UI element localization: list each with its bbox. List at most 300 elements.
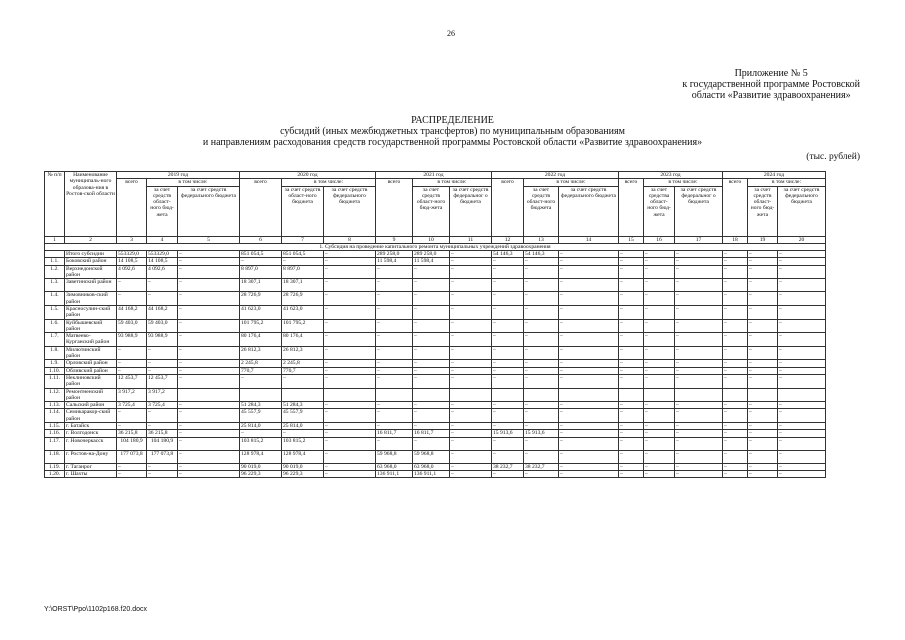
amount-cell: – <box>748 470 778 477</box>
amount-cell: – <box>178 265 240 279</box>
amount-cell: – <box>324 423 376 430</box>
amount-cell: 289 258,0 <box>413 251 450 258</box>
amount-cell: – <box>450 265 492 279</box>
table-row <box>45 319 826 333</box>
amount-cell: – <box>723 374 748 388</box>
row-number: 1.8. <box>45 346 65 360</box>
amount-cell: – <box>492 374 524 388</box>
table-row <box>45 305 826 319</box>
amount-cell: – <box>450 251 492 258</box>
page-number: 26 <box>447 29 455 38</box>
amount-cell: – <box>675 437 723 450</box>
document-subtitle: и направлениям расходования средств государственной программы Ростовской области «Развитие здравоохранения» <box>202 137 703 148</box>
amount-cell: 38 232,7 <box>492 463 524 470</box>
amount-cell <box>413 388 450 402</box>
amount-cell: – <box>675 423 723 430</box>
amount-cell: – <box>413 409 450 423</box>
amount-cell: 136 911,1 <box>413 470 450 477</box>
amount-cell: – <box>376 437 413 450</box>
amount-cell: – <box>748 319 778 333</box>
amount-cell: 18 307,1 <box>282 279 324 292</box>
header-including: в том числе: <box>413 179 492 186</box>
amount-cell: – <box>644 374 675 388</box>
amount-cell: – <box>376 360 413 367</box>
table-row <box>45 258 826 265</box>
amount-cell <box>240 388 282 402</box>
amount-cell: – <box>778 279 826 292</box>
header-total: всего <box>619 179 644 236</box>
amount-cell: – <box>324 346 376 360</box>
amount-cell: – <box>178 423 240 430</box>
column-number: 10 <box>413 236 450 243</box>
row-number: 1.18. <box>45 450 65 463</box>
appendix-line: Приложение № 5 <box>734 68 808 79</box>
row-number: 1.14. <box>45 409 65 423</box>
column-number: 4 <box>147 236 178 243</box>
column-number: 16 <box>644 236 675 243</box>
amount-cell: – <box>524 450 559 463</box>
amount-cell: – <box>675 265 723 279</box>
amount-cell: – <box>178 279 240 292</box>
amount-cell: – <box>450 346 492 360</box>
header-total: всего <box>117 179 147 236</box>
amount-cell: 59 403,0 <box>147 319 178 333</box>
amount-cell: – <box>524 305 559 319</box>
amount-cell: – <box>723 360 748 367</box>
header-including: в том числе: <box>748 179 826 186</box>
amount-cell: – <box>324 402 376 409</box>
amount-cell: – <box>778 463 826 470</box>
amount-cell: – <box>778 292 826 306</box>
document-title: РАСПРЕДЕЛЕНИЕ <box>411 115 494 126</box>
amount-cell: – <box>619 450 644 463</box>
amount-cell: – <box>492 360 524 367</box>
amount-cell: – <box>644 251 675 258</box>
amount-cell: – <box>675 346 723 360</box>
amount-cell: – <box>376 292 413 306</box>
amount-cell: 54 146,3 <box>492 251 524 258</box>
amount-cell: – <box>559 292 619 306</box>
municipality-name: Сальский район <box>65 402 117 409</box>
amount-cell: – <box>178 333 240 347</box>
table-row <box>45 367 826 374</box>
amount-cell: 101 795,2 <box>240 319 282 333</box>
amount-cell: – <box>492 423 524 430</box>
amount-cell: 103 815,2 <box>282 437 324 450</box>
amount-cell: – <box>559 258 619 265</box>
amount-cell: – <box>619 305 644 319</box>
amount-cell: – <box>450 319 492 333</box>
amount-cell: – <box>619 360 644 367</box>
amount-cell: – <box>619 463 644 470</box>
amount-cell: 63 968,0 <box>413 463 450 470</box>
amount-cell: 59 968,8 <box>376 450 413 463</box>
municipality-name: г. Ростов-на-Дону <box>65 450 117 463</box>
amount-cell: – <box>413 292 450 306</box>
amount-cell: – <box>524 374 559 388</box>
amount-cell: – <box>675 292 723 306</box>
table-row <box>45 292 826 306</box>
amount-cell: – <box>619 402 644 409</box>
amount-cell: – <box>675 367 723 374</box>
amount-cell: – <box>559 470 619 477</box>
amount-cell: – <box>376 333 413 347</box>
amount-cell: 44 168,2 <box>147 305 178 319</box>
amount-cell: – <box>778 450 826 463</box>
amount-cell: 93 988,9 <box>117 333 147 347</box>
row-number: 1.6. <box>45 319 65 333</box>
amount-cell: 41 623,0 <box>240 305 282 319</box>
amount-cell: – <box>675 450 723 463</box>
amount-cell: 51 284,3 <box>240 402 282 409</box>
amount-cell: 104 180,9 <box>117 437 147 450</box>
amount-cell: – <box>450 463 492 470</box>
row-number <box>45 251 65 258</box>
header-regional-budget: за счет средства област-ного бюд-жета <box>644 186 675 236</box>
header-col-name: Наименование муниципаль-ного образова-ния в Ростов-ской области <box>65 172 117 237</box>
amount-cell: 54 146,3 <box>524 251 559 258</box>
amount-cell: 12 453,7 <box>147 374 178 388</box>
amount-cell: – <box>748 360 778 367</box>
amount-cell: – <box>524 423 559 430</box>
amount-cell: – <box>723 470 748 477</box>
amount-cell: – <box>644 319 675 333</box>
municipality-name: г. Таганрог <box>65 463 117 470</box>
amount-cell: – <box>147 409 178 423</box>
table-row <box>45 333 826 347</box>
municipality-name: Ремонтненский район <box>65 388 117 402</box>
amount-cell: – <box>644 402 675 409</box>
amount-cell: – <box>778 258 826 265</box>
amount-cell: – <box>748 463 778 470</box>
amount-cell <box>778 388 826 402</box>
header-total: всего <box>240 179 282 236</box>
amount-cell: – <box>450 360 492 367</box>
table-row <box>45 279 826 292</box>
amount-cell: 26 812,3 <box>282 346 324 360</box>
municipality-name: Красносулин-ский район <box>65 305 117 319</box>
amount-cell <box>559 388 619 402</box>
amount-cell: – <box>524 265 559 279</box>
amount-cell: 51 284,3 <box>282 402 324 409</box>
amount-cell: – <box>413 333 450 347</box>
amount-cell <box>723 388 748 402</box>
municipality-name: Семикаракор-ский район <box>65 409 117 423</box>
total-row <box>45 251 826 258</box>
amount-cell: – <box>644 265 675 279</box>
amount-cell: 3 917,2 <box>147 388 178 402</box>
table-row <box>45 470 826 477</box>
amount-cell: – <box>413 374 450 388</box>
amount-cell: – <box>450 305 492 319</box>
amount-cell: – <box>178 409 240 423</box>
amount-cell: 36 215,8 <box>147 430 178 437</box>
amount-cell: – <box>450 333 492 347</box>
amount-cell: – <box>147 463 178 470</box>
amount-cell: – <box>117 423 147 430</box>
column-number: 2 <box>65 236 117 243</box>
amount-cell: – <box>324 367 376 374</box>
amount-cell: – <box>240 258 282 265</box>
amount-cell: – <box>376 305 413 319</box>
section-title: 1. Субсидия на проведение капитального ремонта муниципальных учреждений здравоохранения <box>45 243 826 250</box>
row-number: 1.2. <box>45 265 65 279</box>
amount-cell: – <box>492 319 524 333</box>
amount-cell: – <box>559 279 619 292</box>
amount-cell: – <box>492 402 524 409</box>
municipality-name: г. Батайск <box>65 423 117 430</box>
amount-cell: – <box>492 305 524 319</box>
header-regional-budget: за счет средств област-ного бюджета <box>524 186 559 236</box>
amount-cell: – <box>178 292 240 306</box>
amount-cell: 59 968,8 <box>413 450 450 463</box>
header-year: 2021 год <box>376 172 492 179</box>
amount-cell: – <box>492 450 524 463</box>
amount-cell: – <box>619 279 644 292</box>
amount-cell <box>450 388 492 402</box>
amount-cell: – <box>748 265 778 279</box>
amount-cell: – <box>413 437 450 450</box>
amount-cell: – <box>117 367 147 374</box>
amount-cell: – <box>178 367 240 374</box>
amount-cell: – <box>723 450 748 463</box>
header-col-number: № п/п <box>45 172 65 237</box>
amount-cell: – <box>492 258 524 265</box>
amount-cell: 128 978,4 <box>240 450 282 463</box>
header-federal-budget: за счет средств федеральног о бюджета <box>450 186 492 236</box>
amount-cell: – <box>559 437 619 450</box>
amount-cell: – <box>619 437 644 450</box>
column-number: 5 <box>178 236 240 243</box>
amount-cell: – <box>644 333 675 347</box>
amount-cell: 36 215,8 <box>117 430 147 437</box>
amount-cell: – <box>644 292 675 306</box>
amount-cell: – <box>778 374 826 388</box>
amount-cell: – <box>376 423 413 430</box>
amount-cell: 2 245,8 <box>240 360 282 367</box>
amount-cell: – <box>450 258 492 265</box>
amount-cell: – <box>324 279 376 292</box>
table-row <box>45 409 826 423</box>
amount-cell: 45 557,9 <box>282 409 324 423</box>
header-total: всего <box>723 179 748 236</box>
amount-cell <box>748 388 778 402</box>
amount-cell: – <box>450 470 492 477</box>
amount-cell: – <box>559 374 619 388</box>
column-number: 1 <box>45 236 65 243</box>
amount-cell: 16 811,7 <box>376 430 413 437</box>
amount-cell: – <box>413 346 450 360</box>
amount-cell: 4 092,6 <box>117 265 147 279</box>
amount-cell: – <box>723 279 748 292</box>
header-year: 2022 год <box>492 172 619 179</box>
amount-cell: – <box>492 292 524 306</box>
amount-cell: 15 913,6 <box>524 430 559 437</box>
amount-cell: 28 726,9 <box>282 292 324 306</box>
amount-cell: – <box>644 463 675 470</box>
row-number: 1.5. <box>45 305 65 319</box>
amount-cell: – <box>324 463 376 470</box>
amount-cell: 3 917,2 <box>117 388 147 402</box>
amount-cell: 25 814,0 <box>240 423 282 430</box>
column-number: 20 <box>778 236 826 243</box>
amount-cell: 96 229,3 <box>282 470 324 477</box>
amount-cell: 851 054,5 <box>240 251 282 258</box>
amount-cell: – <box>748 423 778 430</box>
amount-cell: – <box>778 319 826 333</box>
amount-cell: – <box>450 367 492 374</box>
amount-cell: – <box>778 437 826 450</box>
amount-cell: 16 811,7 <box>413 430 450 437</box>
amount-cell: – <box>723 423 748 430</box>
amount-cell: 2 245,8 <box>282 360 324 367</box>
column-number-row <box>45 236 826 243</box>
amount-cell: – <box>723 346 748 360</box>
header-including: в том числе: <box>147 179 240 186</box>
header-federal-budget: за счет средств федерального бюджета <box>178 186 240 236</box>
table-row <box>45 423 826 430</box>
amount-cell: – <box>559 409 619 423</box>
amount-cell: – <box>324 333 376 347</box>
amount-cell: – <box>559 450 619 463</box>
amount-cell: – <box>376 402 413 409</box>
header-federal-budget: за счет средств федерального бюджета <box>324 186 376 236</box>
header-including: в том числе: <box>524 179 619 186</box>
amount-cell: 8 897,0 <box>282 265 324 279</box>
amount-cell: – <box>748 430 778 437</box>
header-year: 2023 год <box>619 172 723 179</box>
municipality-name: Заветинский район <box>65 279 117 292</box>
amount-cell: – <box>619 333 644 347</box>
amount-cell: – <box>559 305 619 319</box>
row-number: 1.7. <box>45 333 65 347</box>
amount-cell: – <box>147 470 178 477</box>
column-number: 14 <box>559 236 619 243</box>
amount-cell: 553329,0 <box>117 251 147 258</box>
amount-cell: – <box>675 470 723 477</box>
column-number: 8 <box>324 236 376 243</box>
amount-cell: – <box>675 251 723 258</box>
section-row <box>45 243 826 250</box>
amount-cell: – <box>723 251 748 258</box>
amount-cell: – <box>178 470 240 477</box>
amount-cell: – <box>324 292 376 306</box>
amount-cell: 93 988,9 <box>147 333 178 347</box>
amount-cell: – <box>324 251 376 258</box>
amount-cell: 101 795,2 <box>282 319 324 333</box>
amount-cell: – <box>376 367 413 374</box>
table-row <box>45 430 826 437</box>
amount-cell: – <box>492 409 524 423</box>
amount-cell: – <box>559 463 619 470</box>
amount-cell: – <box>619 251 644 258</box>
amount-cell: 4 092,6 <box>147 265 178 279</box>
amount-cell: 128 978,4 <box>282 450 324 463</box>
amount-cell: – <box>675 319 723 333</box>
amount-cell: – <box>675 258 723 265</box>
header-year: 2024 год <box>723 172 826 179</box>
amount-cell: – <box>644 305 675 319</box>
amount-cell: – <box>147 367 178 374</box>
amount-cell: – <box>413 367 450 374</box>
amount-cell: – <box>778 265 826 279</box>
table-row <box>45 374 826 388</box>
amount-cell: – <box>778 423 826 430</box>
amount-cell: – <box>619 367 644 374</box>
amount-cell <box>178 388 240 402</box>
amount-cell: – <box>619 423 644 430</box>
header-regional-budget: за счет средств област-ного бюджета <box>282 186 324 236</box>
amount-cell: – <box>450 292 492 306</box>
amount-cell: – <box>147 292 178 306</box>
amount-cell: – <box>524 367 559 374</box>
amount-cell: 63 968,0 <box>376 463 413 470</box>
amount-cell: 3 725,4 <box>147 402 178 409</box>
amount-cell: – <box>559 360 619 367</box>
header-year: 2020 год <box>240 172 376 179</box>
amount-cell: – <box>675 305 723 319</box>
amount-cell: – <box>619 258 644 265</box>
amount-cell: – <box>492 437 524 450</box>
document-subtitle: субсидий (иных межбюджетных трансфертов) по муниципальным образованиям <box>280 126 625 137</box>
municipality-name: Неклиновский район <box>65 374 117 388</box>
amount-cell: 14 108,5 <box>117 258 147 265</box>
amount-cell: – <box>147 346 178 360</box>
municipality-name: Боковский район <box>65 258 117 265</box>
amount-cell: – <box>644 258 675 265</box>
amount-cell: – <box>675 409 723 423</box>
amount-cell: – <box>748 346 778 360</box>
amount-cell: – <box>324 374 376 388</box>
amount-cell: – <box>778 305 826 319</box>
amount-cell: – <box>450 437 492 450</box>
amount-cell: – <box>492 367 524 374</box>
amount-cell: – <box>723 367 748 374</box>
amount-cell <box>282 388 324 402</box>
amount-cell: – <box>723 430 748 437</box>
amount-cell: 14 108,5 <box>147 258 178 265</box>
amount-cell: – <box>723 305 748 319</box>
header-total: всего <box>492 179 524 236</box>
amount-cell: – <box>282 430 324 437</box>
column-number: 6 <box>240 236 282 243</box>
amount-cell: – <box>675 402 723 409</box>
amount-cell: – <box>619 346 644 360</box>
amount-cell: 104 180,9 <box>147 437 178 450</box>
row-number: 1.4. <box>45 292 65 306</box>
amount-cell: – <box>644 423 675 430</box>
amount-cell: 44 168,2 <box>117 305 147 319</box>
column-number: 12 <box>492 236 524 243</box>
column-number: 19 <box>748 236 778 243</box>
row-number: 1.1. <box>45 258 65 265</box>
row-number: 1.10. <box>45 367 65 374</box>
amount-cell: – <box>413 265 450 279</box>
amount-cell: – <box>376 319 413 333</box>
amount-cell: – <box>524 437 559 450</box>
amount-cell: 770,7 <box>240 367 282 374</box>
column-number: 15 <box>619 236 644 243</box>
amount-cell: 553329,0 <box>147 251 178 258</box>
amount-cell: – <box>117 409 147 423</box>
amount-cell: – <box>619 319 644 333</box>
amount-cell: – <box>324 430 376 437</box>
amount-cell: 45 557,9 <box>240 409 282 423</box>
amount-cell: 18 307,1 <box>240 279 282 292</box>
amount-cell: – <box>117 279 147 292</box>
amount-cell: – <box>723 402 748 409</box>
amount-cell: 851 054,5 <box>282 251 324 258</box>
